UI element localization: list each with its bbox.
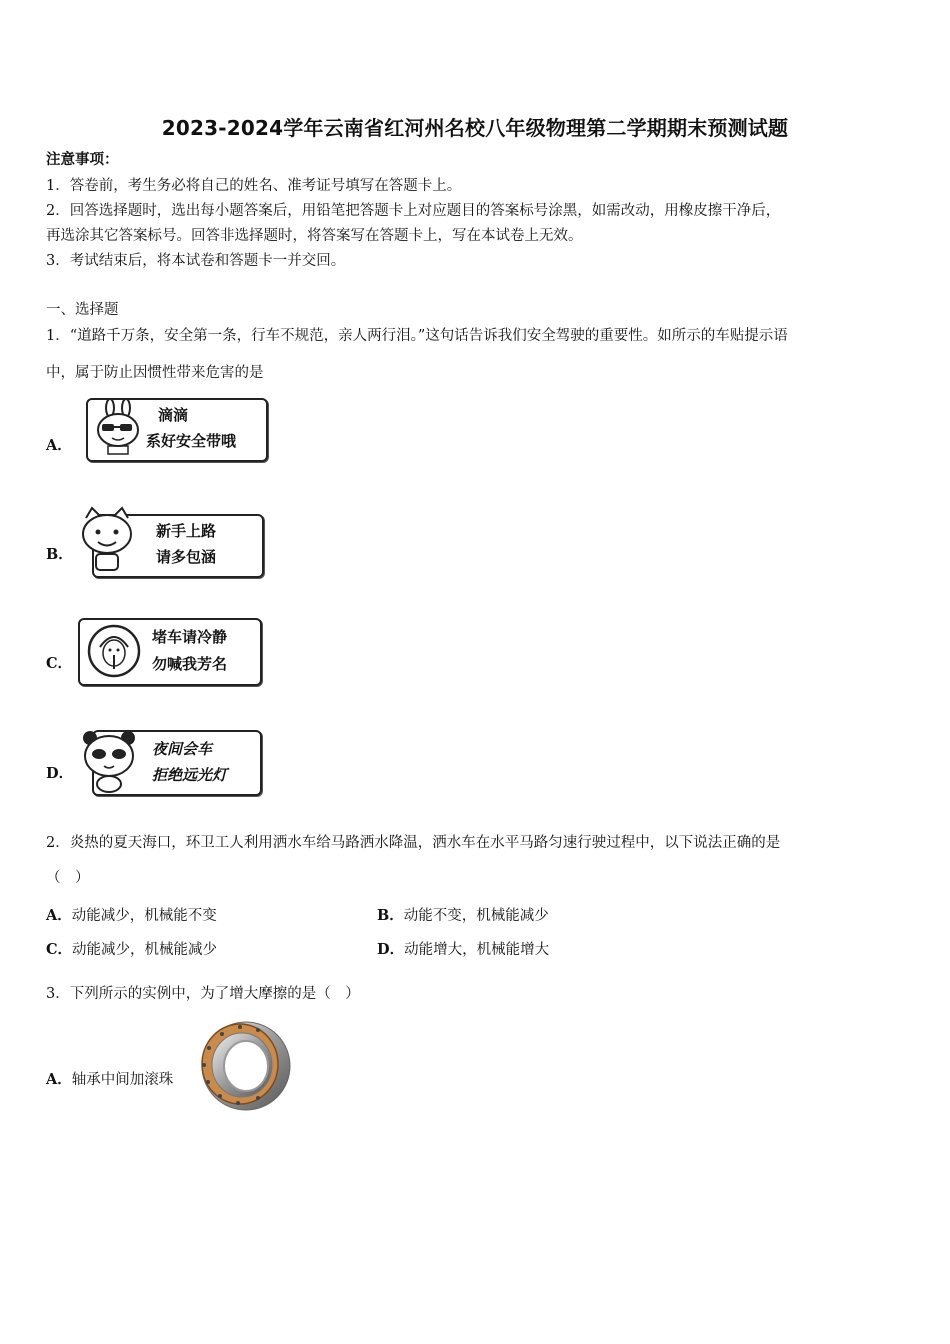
q1-stem-line1: 1．“道路千万条，安全第一条，行车不规范，亲人两行泪。”这句话告诉我们安全驾驶的重要性。如所示的车贴提示语 — [46, 328, 788, 344]
option-text: 轴承中间加滚珠 — [71, 1072, 174, 1088]
sticker-text-line1: 夜间会车 — [152, 740, 213, 758]
cat-face-icon — [74, 504, 138, 576]
option-label: C． — [46, 941, 73, 958]
q2-stem-line1: 2．炎热的夏天海口，环卫工人利用洒水车给马路洒水降温，洒水车在水平马路匀速行驶过程中，以下说法正确的是 — [46, 835, 781, 851]
sticker-text-line1: 新手上路 — [156, 522, 217, 540]
panda-icon — [78, 728, 140, 794]
q2-option-d — [377, 938, 549, 959]
option-text: 动能减少，机械能不变 — [71, 908, 217, 924]
page-title: 2023-2024学年云南省红河州名校八年级物理第二学期期末预测试题 — [161, 116, 789, 140]
option-label: B． — [377, 907, 404, 924]
q3-stem: 3．下列所示的实例中，为了增大摩擦的是（ ） — [46, 986, 360, 1002]
option-label: A． — [46, 907, 72, 924]
option-text: 动能不变，机械能减少 — [403, 908, 549, 924]
sticker-text-line2: 拒绝远光灯 — [152, 766, 228, 784]
bearing-image — [194, 1018, 294, 1114]
notice-item: 1．答卷前，考生务必将自己的姓名、准考证号填写在答题卡上。 — [46, 178, 462, 194]
sticker-text-line2: 勿喊我芳名 — [152, 655, 228, 673]
q1-option-c-label: C． — [46, 655, 73, 672]
q1-option-b-sticker — [92, 514, 264, 578]
section-heading: 一、选择题 — [46, 302, 119, 318]
q1-option-b-label: B． — [46, 546, 73, 563]
q1-option-d-label: D． — [46, 765, 74, 782]
q2-stem-line2: （ ） — [46, 870, 90, 886]
q2-option-a — [46, 904, 217, 925]
q1-option-c-sticker — [78, 618, 262, 686]
sticker-text-line2: 请多包涵 — [156, 548, 217, 566]
sticker-text-line2: 系好安全带哦 — [146, 432, 237, 450]
q3-option-a — [46, 1068, 173, 1089]
notice-item: 3．考试结束后，将本试卷和答题卡一并交回。 — [46, 253, 346, 269]
sticker-text-line1: 堵车请冷静 — [152, 628, 228, 646]
q1-option-a-sticker — [86, 398, 268, 462]
option-label: D． — [377, 941, 405, 958]
sticker-text-line1: 滴滴 — [158, 406, 189, 424]
q1-option-a-label: A． — [46, 437, 72, 454]
q1-stem-line2: 中，属于防止因惯性带来危害的是 — [46, 365, 264, 381]
notice-heading: 注意事项： — [46, 151, 119, 168]
rabbit-sunglasses-icon — [92, 400, 146, 456]
option-label: A． — [46, 1071, 72, 1088]
notice-item: 2．回答选择题时，选出每小题答案后，用铅笔把答题卡上对应题目的答案标号涂黑，如需改动，用橡皮擦干净后， — [46, 203, 781, 219]
notice-item: 再选涂其它答案标号。回答非选择题时，将答案写在答题卡上，写在本试卷上无效。 — [46, 228, 583, 244]
girl-shush-icon — [86, 623, 142, 679]
q2-option-c — [46, 938, 217, 959]
q1-option-d-sticker — [92, 730, 262, 796]
option-text: 动能增大，机械能增大 — [404, 942, 550, 958]
q2-option-b — [377, 904, 549, 925]
option-text: 动能减少，机械能减少 — [72, 942, 218, 958]
